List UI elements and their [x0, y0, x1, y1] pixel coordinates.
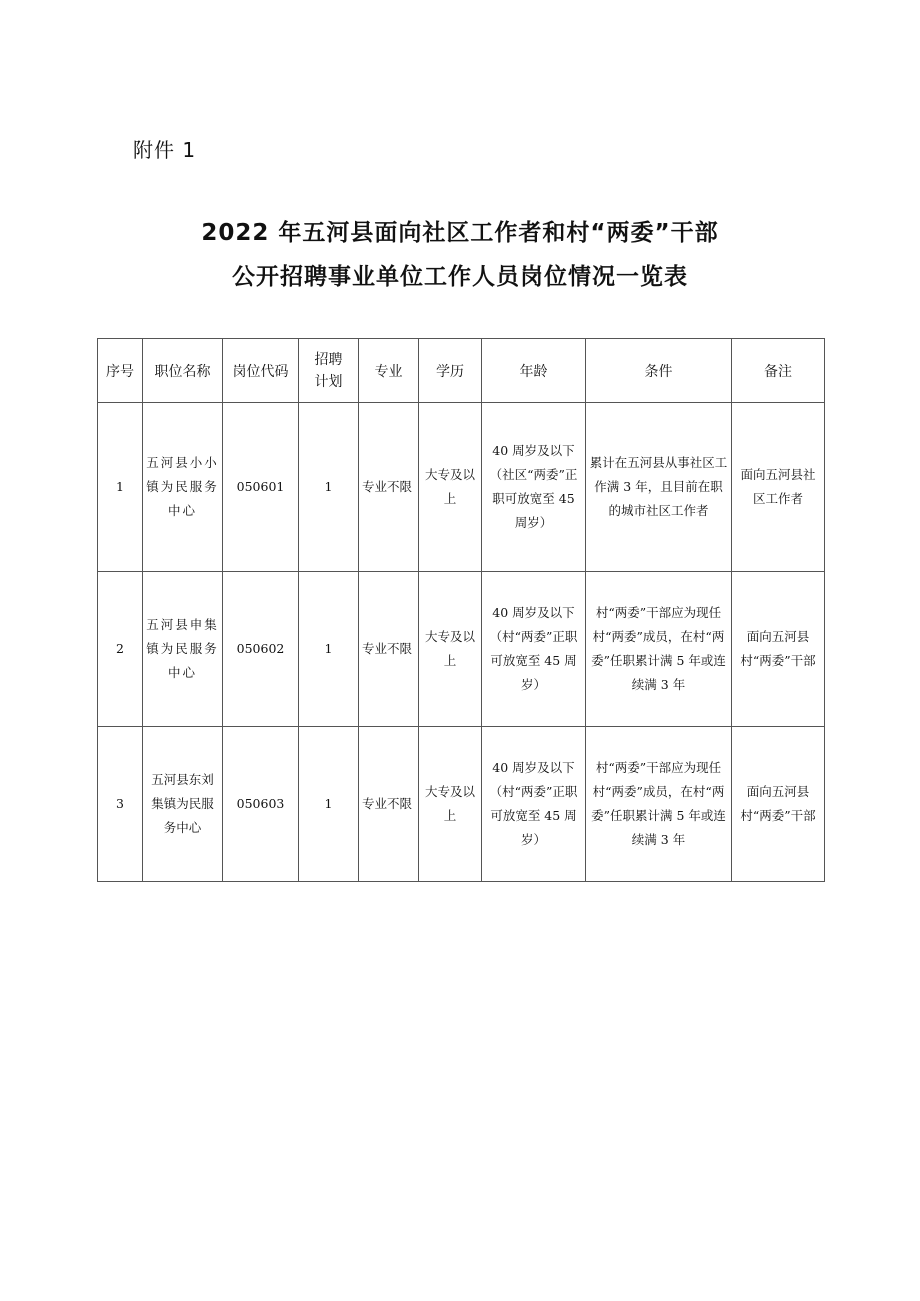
- table-row: [98, 403, 825, 572]
- header-code: 岗位代码: [223, 339, 299, 403]
- cell-no: 1: [98, 403, 143, 572]
- header-no: 序号: [98, 339, 143, 403]
- header-education: 学历: [419, 339, 482, 403]
- cell-code: 050603: [223, 727, 299, 882]
- page-title-line-1: 2022 年五河县面向社区工作者和村“两委”干部: [201, 220, 719, 246]
- attachment-label: 附件 1: [133, 138, 197, 162]
- cell-major: 专业不限: [359, 727, 419, 882]
- cell-age: 40 周岁及以下（社区“两委”正职可放宽至 45 周岁）: [482, 403, 586, 572]
- header-condition: 条件: [586, 339, 732, 403]
- cell-note: 面向五河县村“两委”干部: [732, 572, 825, 727]
- table-row: [98, 727, 825, 882]
- header-position: 职位名称: [143, 339, 223, 403]
- header-note: 备注: [732, 339, 825, 403]
- cell-education: 大专及以上: [419, 572, 482, 727]
- cell-education: 大专及以上: [419, 727, 482, 882]
- header-plan: 招聘 计划: [299, 339, 359, 403]
- cell-condition: 村“两委”干部应为现任村“两委”成员，在村“两委”任职累计满 5 年或连续满 3 年: [586, 727, 732, 882]
- cell-position: 五河县小小镇为民服务中心: [143, 403, 223, 572]
- page-title-line-2: 公开招聘事业单位工作人员岗位情况一览表: [232, 264, 688, 290]
- cell-plan: 1: [299, 403, 359, 572]
- cell-note: 面向五河县社区工作者: [732, 403, 825, 572]
- cell-no: 2: [98, 572, 143, 727]
- cell-note: 面向五河县村“两委”干部: [732, 727, 825, 882]
- cell-plan: 1: [299, 572, 359, 727]
- header-age: 年龄: [482, 339, 586, 403]
- cell-position: 五河县东刘集镇为民服务中心: [143, 727, 223, 882]
- header-major: 专业: [359, 339, 419, 403]
- cell-code: 050601: [223, 403, 299, 572]
- cell-condition: 村“两委”干部应为现任村“两委”成员，在村“两委”任职累计满 5 年或连续满 3 年: [586, 572, 732, 727]
- cell-education: 大专及以上: [419, 403, 482, 572]
- table-row: [98, 572, 825, 727]
- cell-major: 专业不限: [359, 403, 419, 572]
- cell-age: 40 周岁及以下（村“两委”正职可放宽至 45 周岁）: [482, 727, 586, 882]
- cell-no: 3: [98, 727, 143, 882]
- cell-condition: 累计在五河县从事社区工作满 3 年，且目前在职的城市社区工作者: [586, 403, 732, 572]
- cell-plan: 1: [299, 727, 359, 882]
- cell-code: 050602: [223, 572, 299, 727]
- positions-table: [97, 338, 825, 882]
- cell-position: 五河县申集镇为民服务中心: [143, 572, 223, 727]
- cell-major: 专业不限: [359, 572, 419, 727]
- cell-age: 40 周岁及以下（村“两委”正职可放宽至 45 周岁）: [482, 572, 586, 727]
- table-header-row: [98, 339, 825, 403]
